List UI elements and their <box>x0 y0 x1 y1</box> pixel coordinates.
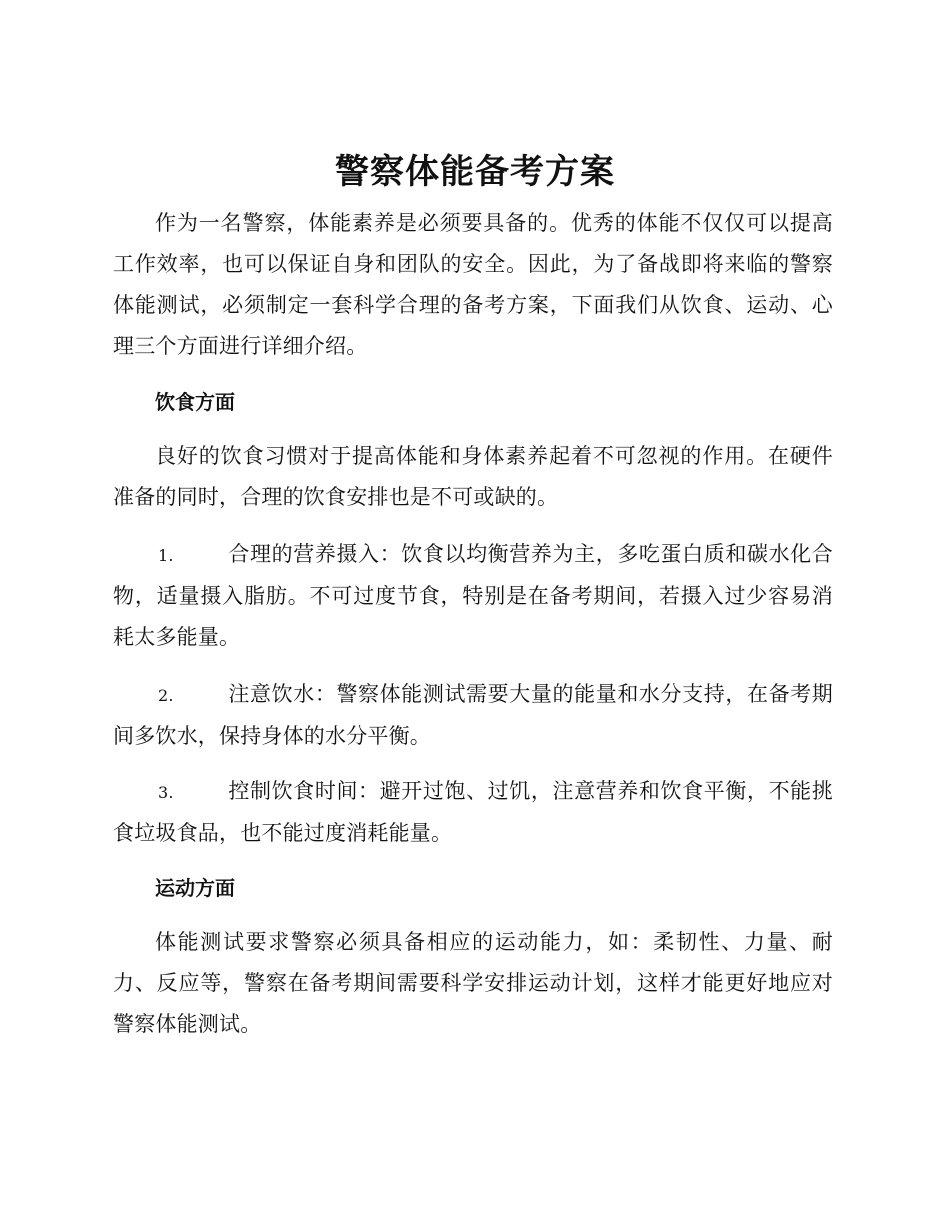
diet-list-item-1 <box>113 534 833 658</box>
list-number: 1. <box>158 546 174 565</box>
diet-intro-paragraph: 良好的饮食习惯对于提高体能和身体素养起着不可忽视的作用。在硬件准备的同时，合理的饮食安排也是不可或缺的。 <box>113 444 833 509</box>
diet-heading: 饮食方面 <box>155 390 235 414</box>
list-item-text: 控制饮食时间：避开过饱、过饥，注意营养和饮食平衡，不能挑食垃圾食品，也不能过度消耗能量。 <box>113 779 833 845</box>
list-number: 3. <box>158 783 174 802</box>
diet-list-item-3 <box>113 771 833 854</box>
list-item-text: 注意饮水：警察体能测试需要大量的能量和水分支持，在备考期间多饮水，保持身体的水分平衡。 <box>113 682 833 748</box>
intro-paragraph: 作为一名警察，体能素养是必须要具备的。优秀的体能不仅仅可以提高工作效率，也可以保证自身和团队的安全。因此，为了备战即将来临的警察体能测试，必须制定一套科学合理的备考方案，下面我们从饮食、运动、心理三个方面进行详细介绍。 <box>113 211 833 358</box>
exercise-intro-paragraph: 体能测试要求警察必须具备相应的运动能力，如：柔韧性、力量、耐力、反应等，警察在备考期间需要科学安排运动计划，这样才能更好地应对警察体能测试。 <box>113 930 833 1036</box>
diet-list-item-2 <box>113 674 833 757</box>
exercise-heading: 运动方面 <box>155 876 235 900</box>
list-item-text: 合理的营养摄入：饮食以均衡营养为主，多吃蛋白质和碳水化合物，适量摄入脂肪。不可过度节食，特别是在备考期间，若摄入过少容易消耗太多能量。 <box>113 542 833 649</box>
list-number: 2. <box>158 686 174 705</box>
document-title: 警察体能备考方案 <box>335 152 615 192</box>
